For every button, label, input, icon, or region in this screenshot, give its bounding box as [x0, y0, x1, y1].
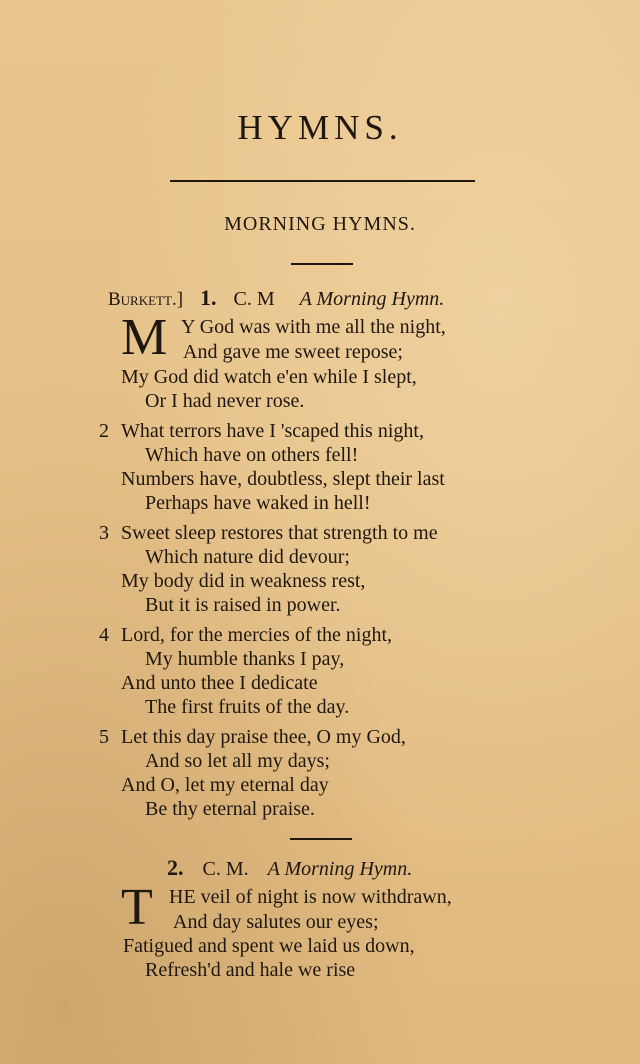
hymn-1-stanza-4-line-3: And unto thee I dedicate [121, 672, 318, 694]
hymn-1-stanza-1-line-4: Or I had never rose. [145, 390, 305, 412]
title-rule [170, 180, 475, 182]
hymn-2-meter: C. M. [202, 858, 249, 880]
hymn-2-title: A Morning Hymn. [267, 858, 413, 880]
hymn-1-stanza-2-line-4: Perhaps have waked in hell! [145, 492, 371, 514]
hymn-1-stanza-3-line-1: Sweet sleep restores that strength to me [121, 522, 438, 544]
hymn-1-stanza-5-line-1: Let this day praise thee, O my God, [121, 726, 406, 748]
hymn-1-meter: C. M [233, 288, 275, 310]
hymn-1-stanza-5-line-4: Be thy eternal praise. [145, 798, 315, 820]
hymn-1-stanza-4-line-1: Lord, for the mercies of the night, [121, 624, 393, 646]
hymn-1-title: A Morning Hymn. [299, 288, 445, 310]
hymn-1-stanza-5-line-3: And O, let my eternal day [121, 774, 329, 796]
hymn-1-stanza-3-number: 3 [99, 522, 109, 544]
hymn-1-stanza-1-line-1: Y God was with me all the night, [181, 316, 446, 338]
hymn-1-stanza-3-line-4: But it is raised in power. [145, 594, 341, 616]
hymn-2-stanza-1-line-3: Fatigued and spent we laid us down, [123, 935, 415, 957]
hymn-1-stanza-4-number: 4 [99, 624, 109, 646]
section-heading: MORNING HYMNS. [224, 213, 416, 235]
hymn-1-number: 1. [200, 285, 217, 310]
hymn-1-stanza-3-line-2: Which nature did devour; [145, 546, 350, 568]
hymn-2-stanza-1-line-2: And day salutes our eyes; [173, 911, 379, 933]
hymn-1-stanza-4-line-4: The first fruits of the day. [145, 696, 350, 718]
hymn-1-stanza-4-line-2: My humble thanks I pay, [145, 648, 345, 670]
hymn-1-heading [108, 285, 444, 311]
hymn-1-stanza-2-number: 2 [99, 420, 109, 442]
hymn-2-heading [167, 855, 412, 881]
hymn-1-stanza-5-number: 5 [99, 726, 109, 748]
hymn-1-author: Burkett.] [108, 289, 184, 310]
hymn-1-stanza-2-line-1: What terrors have I 'scaped this night, [121, 420, 424, 442]
hymn-divider-rule [290, 838, 352, 840]
hymn-1-stanza-2-line-2: Which have on others fell! [145, 444, 359, 466]
hymn-1-stanza-5-line-2: And so let all my days; [145, 750, 330, 772]
hymn-2-stanza-1-line-4: Refresh'd and hale we rise [145, 959, 356, 981]
hymn-2-number: 2. [167, 855, 184, 880]
hymn-1-drop-cap: M [121, 309, 168, 366]
section-rule [291, 263, 353, 265]
hymn-1-stanza-2-line-3: Numbers have, doubtless, slept their last [121, 468, 445, 490]
hymn-1-stanza-3-line-3: My body did in weakness rest, [121, 570, 366, 592]
hymn-1-stanza-1-line-3: My God did watch e'en while I slept, [121, 366, 417, 388]
hymn-1-stanza-1-line-2: And gave me sweet repose; [183, 341, 403, 363]
hymn-2-drop-cap: T [121, 879, 153, 936]
hymn-2-stanza-1-line-1: HE veil of night is now withdrawn, [169, 886, 452, 908]
page-title: HYMNS. [237, 108, 403, 147]
